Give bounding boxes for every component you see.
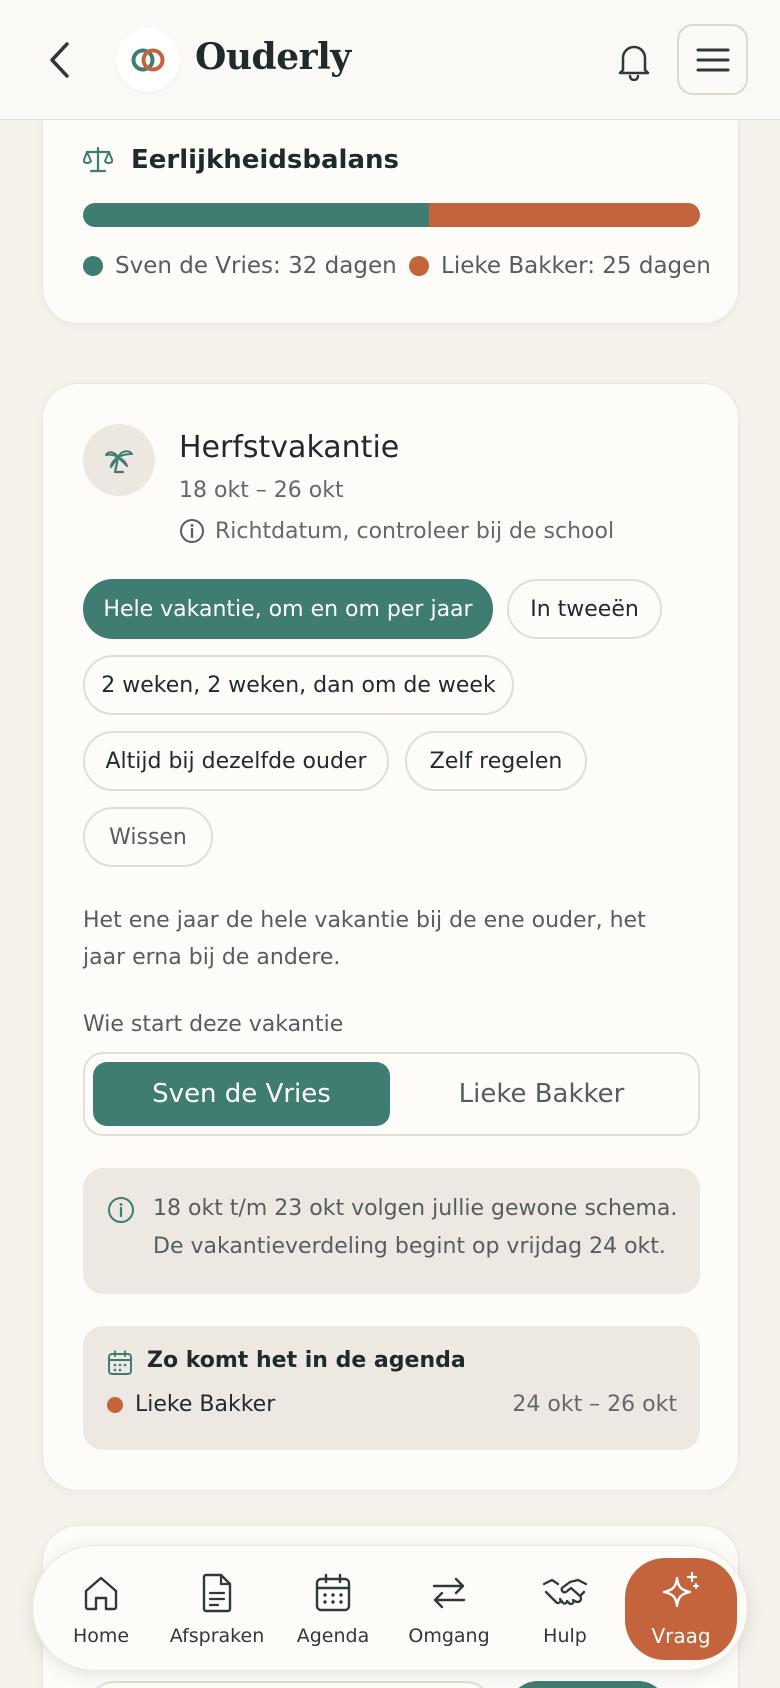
back-button[interactable] [38, 36, 82, 84]
legend-dot-parent-b [409, 256, 429, 276]
holiday-note-text: Richtdatum, controleer bij de school [215, 518, 615, 544]
palm-tree-icon [103, 444, 135, 476]
swap-arrows-icon [430, 1576, 468, 1610]
starter-segmented-control [83, 1052, 700, 1136]
legend-parent-a [83, 253, 397, 279]
option-chip[interactable] [85, 1681, 495, 1688]
menu-button[interactable] [677, 24, 748, 95]
starter-label: Wie start deze vakantie [83, 1012, 344, 1037]
agenda-preview-box [83, 1326, 700, 1450]
chevron-left-icon [47, 40, 73, 80]
bell-icon [615, 41, 653, 81]
nav-home[interactable] [46, 1546, 156, 1672]
sparkle-icon [659, 1570, 703, 1614]
hamburger-menu-icon [696, 47, 730, 73]
schedule-info-box [83, 1168, 700, 1294]
nav-label: Hulp [543, 1625, 587, 1647]
starter-option-sven[interactable]: Sven de Vries [93, 1062, 390, 1126]
balance-bar-parent-b [429, 203, 700, 227]
schedule-info-text: 18 okt t/m 23 okt volgen jullie gewone schema. De vakantieverdeling begint op vrijdag 24 okt. [153, 1196, 678, 1259]
info-icon [107, 1196, 135, 1224]
option-chip[interactable] [508, 1681, 668, 1688]
nav-omgang[interactable] [394, 1546, 504, 1672]
legend-parent-b [409, 253, 711, 279]
option-chip[interactable]: Zelf regelen [405, 731, 587, 791]
nav-label: Home [72, 1625, 130, 1647]
starter-option-lieke[interactable]: Lieke Bakker [458, 1079, 625, 1109]
info-icon [179, 518, 205, 544]
calendar-icon [314, 1573, 352, 1613]
legend-dot-parent-a [83, 256, 103, 276]
home-icon [82, 1574, 120, 1612]
option-description: Het ene jaar de hele vakantie bij de ene ouder, het jaar erna bij de andere. [83, 908, 646, 970]
document-icon [200, 1573, 234, 1613]
holiday-note [179, 518, 614, 544]
agenda-row [107, 1392, 677, 1417]
nav-agenda[interactable] [278, 1546, 388, 1672]
option-chip[interactable]: 2 weken, 2 weken, dan om de week [83, 655, 514, 715]
calendar-icon [107, 1350, 133, 1376]
notifications-button[interactable] [612, 38, 656, 84]
balance-title: Eerlijkheidsbalans [131, 145, 399, 175]
holiday-dates: 18 okt – 26 okt [179, 478, 344, 503]
app-header [0, 0, 780, 120]
parent-color-dot [107, 1397, 123, 1413]
scale-icon [83, 146, 113, 174]
handshake-icon [542, 1576, 588, 1610]
legend-label-parent-a: Sven de Vries: 32 dagen [115, 253, 397, 279]
nav-hulp[interactable] [510, 1546, 620, 1672]
agenda-row-parent: Lieke Bakker [135, 1392, 276, 1417]
option-chip[interactable]: Hele vakantie, om en om per jaar [83, 579, 493, 639]
nav-label: Omgang [408, 1625, 490, 1647]
balance-bar [83, 203, 700, 227]
nav-vraag-button[interactable] [625, 1558, 737, 1660]
nav-label: Vraag [651, 1624, 711, 1648]
holiday-title: Herfstvakantie [179, 430, 400, 465]
legend-label-parent-b: Lieke Bakker: 25 dagen [441, 253, 711, 279]
fairness-balance-card [42, 90, 739, 324]
nav-afspraken[interactable] [162, 1546, 272, 1672]
option-chip[interactable]: Altijd bij dezelfde ouder [83, 731, 389, 791]
option-chip[interactable]: In tweeën [507, 579, 662, 639]
balance-bar-parent-a [83, 203, 429, 227]
bottom-navigation [32, 1545, 748, 1671]
clear-chip[interactable]: Wissen [83, 807, 213, 867]
holiday-card [42, 383, 739, 1491]
nav-label: Agenda [296, 1625, 370, 1647]
nav-label: Afspraken [169, 1625, 265, 1647]
app-name: Ouderly [195, 36, 351, 78]
agenda-preview-title: Zo komt het in de agenda [147, 1348, 466, 1373]
app-logo [116, 28, 180, 92]
agenda-row-dates: 24 okt – 26 okt [512, 1392, 677, 1417]
holiday-icon-badge [83, 424, 155, 496]
